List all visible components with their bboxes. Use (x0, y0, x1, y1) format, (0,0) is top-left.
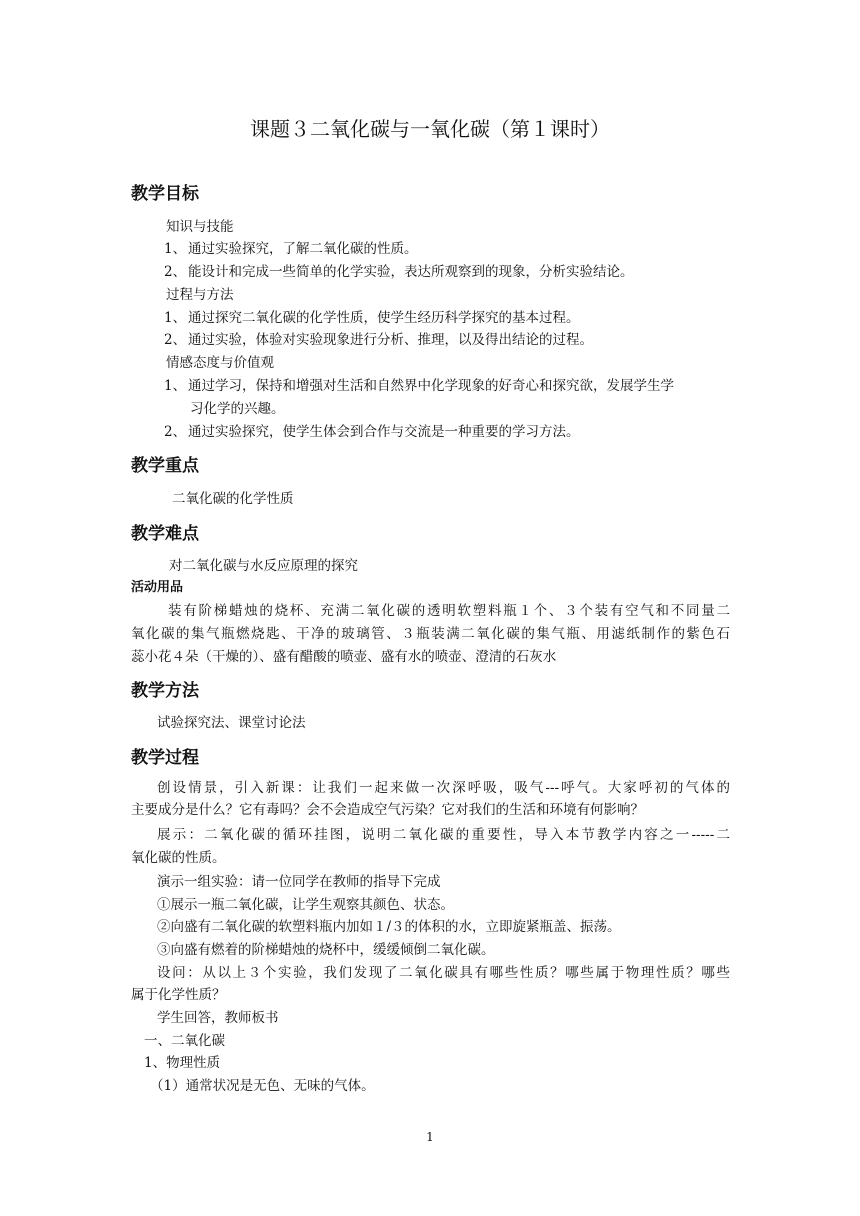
list-text: 能设计和完成一些简单的化学实验，表达所观察到的现象，分析实验结论。 (188, 264, 634, 280)
list-text-continued: 习化学的兴趣。 (190, 401, 285, 417)
list-number: 2、 (164, 332, 187, 348)
subheading-knowledge: 知识与技能 (166, 219, 234, 235)
paragraph-line: 设问：从以上３个实验，我们发现了二氧化碳具有哪些性质？哪些属于物理性质？哪些 (157, 965, 730, 981)
subheading-process: 过程与方法 (166, 287, 234, 303)
paragraph-line: 学生回答，教师板书 (157, 1010, 279, 1026)
paragraph-line: 演示一组实验：请一位同学在教师的指导下完成 (157, 874, 441, 890)
heading-methods: 教学方法 (131, 681, 199, 701)
methods-text: 试验探究法、课堂讨论法 (157, 715, 306, 731)
list-number: 1、 (164, 378, 187, 394)
subheading-emotion: 情感态度与价值观 (166, 355, 274, 371)
list-number: 1、 (164, 310, 187, 326)
paragraph-line: 创设情景，引入新课：让我们一起来做一次深呼吸，吸气---呼气。大家呼初的气体的 (157, 780, 730, 796)
list-number: 2、 (164, 264, 187, 280)
list-item (164, 308, 580, 329)
key-points-text: 二氧化碳的化学性质 (172, 491, 294, 507)
subsection-heading: 1、物理性质 (144, 1055, 221, 1071)
materials-line: 蕊小花４朵（干燥的）、盛有醋酸的喷壶、盛有水的喷壶、澄清的石灰水 (131, 649, 557, 665)
property-item: （1）通常状况是无色、无味的气体。 (150, 1078, 375, 1094)
list-number: 1、 (164, 241, 187, 257)
list-item (164, 262, 634, 283)
list-text: 通过实验探究，使学生体会到合作与交流是一种重要的学习方法。 (188, 424, 580, 440)
paragraph-line: 氧化碳的性质。 (131, 850, 226, 866)
list-text: 通过探究二氧化碳的化学性质，使学生经历科学探究的基本过程。 (188, 310, 580, 326)
difficulties-text: 对二氧化碳与水反应原理的探究 (169, 558, 358, 574)
list-text: 通过实验探究，了解二氧化碳的性质。 (188, 241, 418, 257)
experiment-step: ①展示一瓶二氧化碳，让学生观察其颜色、状态。 (157, 897, 454, 913)
list-item (164, 422, 580, 443)
heading-difficulties: 教学难点 (131, 524, 199, 544)
heading-teaching-goals: 教学目标 (131, 184, 199, 204)
list-text: 通过实验，体验对实验现象进行分析、推理，以及得出结论的过程。 (188, 332, 593, 348)
experiment-step: ②向盛有二氧化碳的软塑料瓶内加如１/３的体积的水，立即旋紧瓶盖、振荡。 (157, 919, 621, 935)
paragraph-line: 属于化学性质？ (131, 987, 226, 1003)
page-title: 课题３二氧化碳与一氧化碳（第１课时） (250, 117, 610, 141)
materials-line: 装有阶梯蜡烛的烧杯、充满二氧化碳的透明软塑料瓶１个、３个装有空气和不同量二 (168, 603, 730, 619)
materials-line: 氧化碳的集气瓶燃烧匙、干净的玻璃管、３瓶装满二氧化碳的集气瓶、用滤纸制作的紫色石 (131, 626, 730, 642)
heading-process: 教学过程 (131, 748, 199, 768)
list-text: 通过学习，保持和增强对生活和自然界中化学现象的好奇心和探究欲，发展学生学 (188, 378, 674, 394)
paragraph-line: 展示：二氧化碳的循环挂图，说明二氧化碳的重要性，导入本节教学内容之一-----二 (157, 827, 730, 843)
section-heading: 一、二氧化碳 (144, 1033, 225, 1049)
list-number: 2、 (164, 424, 187, 440)
experiment-step: ③向盛有燃着的阶梯蜡烛的烧杯中，缓缓倾倒二氧化碳。 (157, 942, 495, 958)
list-item (164, 239, 418, 260)
paragraph-line: 主要成分是什么？它有毒吗？会不会造成空气污染？它对我们的生活和环境有何影响？ (131, 802, 644, 818)
heading-key-points: 教学重点 (131, 456, 199, 476)
list-item (164, 330, 593, 351)
list-item (164, 376, 674, 397)
heading-materials: 活动用品 (131, 580, 184, 595)
page-number: 1 (426, 1130, 434, 1144)
